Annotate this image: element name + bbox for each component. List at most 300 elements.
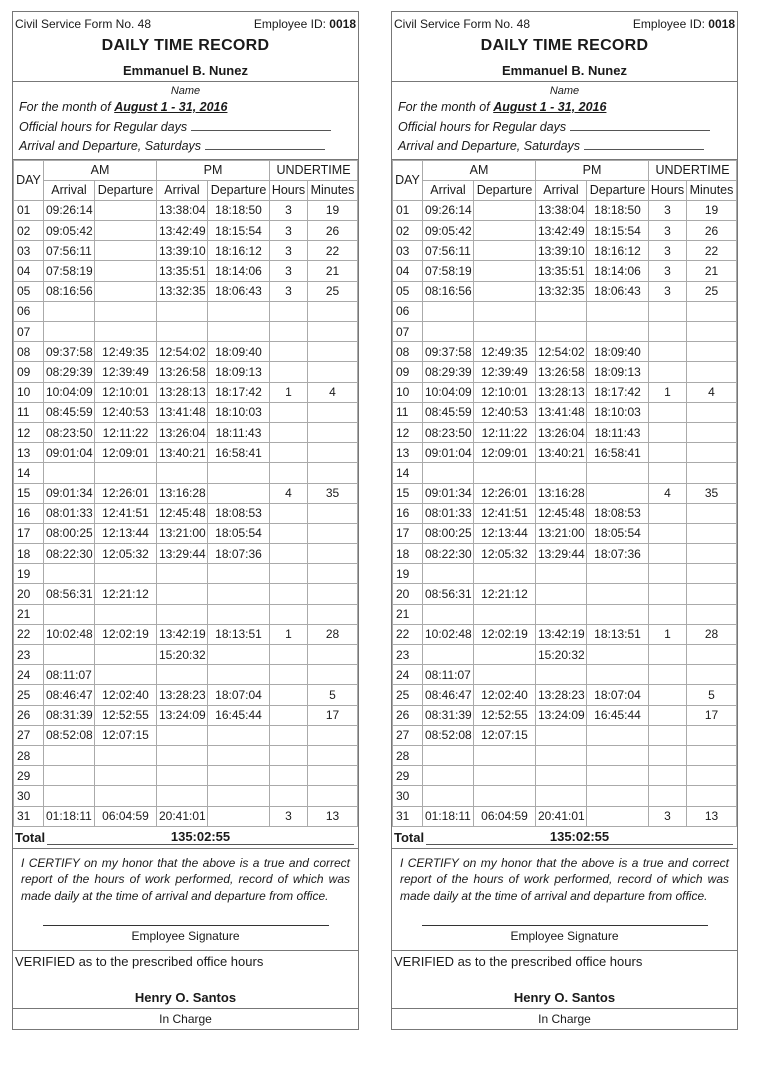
pm-arrival-cell: 15:20:32 [157,645,208,665]
pm-arrival-cell: 12:54:02 [157,342,208,362]
am-arrival-cell: 08:45:59 [44,402,95,422]
am-arrival-cell [44,322,95,342]
dtr-form-copy-1 [12,11,359,1030]
undertime-minutes-cell [687,665,737,685]
undertime-minutes-cell [308,544,358,564]
form-header [392,12,737,32]
day-cell: 02 [393,221,423,241]
table-row [14,745,358,765]
pm-departure-cell [208,564,270,584]
table-row [14,402,358,422]
undertime-minutes-cell: 4 [308,382,358,402]
undertime-minutes-cell: 17 [687,705,737,725]
table-row [393,725,737,745]
am-departure-cell [474,665,536,685]
undertime-hours-cell [649,584,687,604]
undertime-minutes-cell [687,745,737,765]
am-departure-cell: 12:10:01 [474,382,536,402]
am-departure-cell [474,766,536,786]
pm-arrival-cell: 13:24:09 [157,705,208,725]
employee-id-value: 0018 [329,17,356,31]
pm-departure-cell [587,645,649,665]
undertime-minutes-cell [687,604,737,624]
am-arrival-cell [423,645,474,665]
am-departure-cell [95,786,157,806]
pm-arrival-cell [157,584,208,604]
pm-departure-cell: 18:11:43 [587,422,649,442]
pm-arrival-cell [157,745,208,765]
day-cell: 12 [14,422,44,442]
undertime-hours-cell [649,322,687,342]
employee-id-value: 0018 [708,17,735,31]
day-cell: 06 [14,301,44,321]
day-cell: 28 [14,745,44,765]
am-departure-cell: 12:41:51 [474,503,536,523]
am-arrival-cell [44,301,95,321]
header-am-departure: Departure [95,180,157,200]
day-cell: 31 [14,806,44,826]
undertime-hours-cell [270,422,308,442]
pm-arrival-cell: 13:35:51 [536,261,587,281]
table-row [393,362,737,382]
pm-departure-cell: 18:10:03 [208,402,270,422]
pm-departure-cell: 18:15:54 [208,221,270,241]
employee-id: Employee ID: 0018 [253,17,356,31]
undertime-minutes-cell [308,463,358,483]
undertime-hours-cell [649,402,687,422]
day-cell: 14 [14,463,44,483]
pm-departure-cell: 18:05:54 [208,523,270,543]
table-row [14,503,358,523]
undertime-hours-cell: 3 [649,261,687,281]
am-departure-cell: 12:07:15 [474,725,536,745]
certification-text: I CERTIFY on my honor that the above is a true and correct report of the hours of work performed, record of which was made daily at the time of arrival and departure from office. [21,855,350,903]
day-cell: 21 [14,604,44,624]
am-departure-cell [95,200,157,220]
certification-text: I CERTIFY on my honor that the above is a true and correct report of the hours of work performed, record of which was made daily at the time of arrival and departure from office. [400,855,729,903]
table-row [393,745,737,765]
pm-departure-cell [208,786,270,806]
table-row [14,523,358,543]
table-body [14,200,358,826]
undertime-minutes-cell [308,443,358,463]
pm-departure-cell: 18:13:51 [208,624,270,644]
undertime-minutes-cell: 25 [687,281,737,301]
pm-departure-cell [587,604,649,624]
am-departure-cell [474,745,536,765]
am-departure-cell: 12:26:01 [474,483,536,503]
info-block [13,84,358,160]
pm-departure-cell [208,604,270,624]
pm-departure-cell [208,584,270,604]
undertime-minutes-cell [308,645,358,665]
undertime-minutes-cell [308,564,358,584]
pm-departure-cell: 18:16:12 [587,241,649,261]
day-cell: 19 [14,564,44,584]
pm-departure-cell [587,322,649,342]
am-departure-cell [474,463,536,483]
undertime-hours-cell [649,342,687,362]
pm-departure-cell [208,322,270,342]
undertime-hours-cell [270,604,308,624]
undertime-hours-cell [270,745,308,765]
day-cell: 17 [393,523,423,543]
am-arrival-cell [423,786,474,806]
am-arrival-cell: 09:05:42 [44,221,95,241]
pm-departure-cell [208,745,270,765]
am-arrival-cell [44,564,95,584]
day-cell: 15 [393,483,423,503]
pm-departure-cell [208,725,270,745]
undertime-minutes-cell [308,342,358,362]
am-departure-cell: 12:40:53 [95,402,157,422]
verified-text: VERIFIED as to the prescribed office hours [15,953,264,969]
table-row [14,685,358,705]
pm-arrival-cell: 13:26:58 [536,362,587,382]
am-departure-cell: 12:02:19 [95,624,157,644]
table-row [393,261,737,281]
pm-arrival-cell: 12:45:48 [157,503,208,523]
am-departure-cell: 12:09:01 [95,443,157,463]
table-row [14,786,358,806]
am-departure-cell [95,463,157,483]
pm-arrival-cell [536,584,587,604]
pm-departure-cell: 18:14:06 [208,261,270,281]
day-cell: 23 [14,645,44,665]
employee-id: Employee ID: 0018 [632,17,735,31]
pm-departure-cell: 18:13:51 [587,624,649,644]
saturday-blank [584,137,704,150]
table-row [393,382,737,402]
day-cell: 10 [393,382,423,402]
am-arrival-cell: 09:37:58 [44,342,95,362]
undertime-minutes-cell: 35 [308,483,358,503]
undertime-minutes-cell [308,766,358,786]
undertime-hours-cell [649,422,687,442]
am-departure-cell [474,281,536,301]
pm-arrival-cell: 13:40:21 [536,443,587,463]
day-cell: 20 [14,584,44,604]
day-cell: 05 [393,281,423,301]
table-row [393,564,737,584]
pm-arrival-cell: 13:28:23 [536,685,587,705]
am-arrival-cell: 08:16:56 [423,281,474,301]
table-row [393,685,737,705]
official-hours-blank [191,118,331,131]
am-departure-cell [95,766,157,786]
am-arrival-cell: 08:00:25 [423,523,474,543]
pm-arrival-cell: 13:41:48 [157,402,208,422]
day-cell: 11 [14,402,44,422]
pm-departure-cell: 18:06:43 [587,281,649,301]
am-departure-cell [474,564,536,584]
am-departure-cell: 12:39:49 [474,362,536,382]
day-cell: 16 [393,503,423,523]
undertime-minutes-cell [687,786,737,806]
pm-arrival-cell: 13:42:49 [536,221,587,241]
header-day: DAY [14,160,44,200]
am-arrival-cell: 08:29:39 [423,362,474,382]
day-cell: 24 [14,665,44,685]
table-row [14,806,358,826]
am-arrival-cell: 08:23:50 [44,422,95,442]
day-cell: 13 [393,443,423,463]
pm-arrival-cell: 13:38:04 [157,200,208,220]
pm-departure-cell: 18:09:40 [587,342,649,362]
pm-departure-cell: 18:08:53 [208,503,270,523]
undertime-minutes-cell [308,422,358,442]
pm-departure-cell [587,665,649,685]
day-cell: 25 [393,685,423,705]
undertime-hours-cell [649,443,687,463]
day-cell: 01 [393,200,423,220]
pm-departure-cell [208,766,270,786]
undertime-minutes-cell: 4 [687,382,737,402]
pm-departure-cell: 16:45:44 [587,705,649,725]
name-caption: Name [549,85,580,97]
am-arrival-cell: 09:01:34 [44,483,95,503]
am-arrival-cell: 08:46:47 [423,685,474,705]
table-row [14,281,358,301]
pm-departure-cell: 16:58:41 [208,443,270,463]
total-row [392,827,737,849]
undertime-minutes-cell: 21 [308,261,358,281]
am-arrival-cell: 08:01:33 [44,503,95,523]
table-row [14,624,358,644]
am-arrival-cell: 08:23:50 [423,422,474,442]
am-departure-cell: 06:04:59 [474,806,536,826]
table-row [14,241,358,261]
pm-departure-cell [208,483,270,503]
table-row [14,645,358,665]
undertime-hours-cell [649,564,687,584]
table-row [14,725,358,745]
pm-arrival-cell [157,665,208,685]
am-departure-cell: 12:05:32 [95,544,157,564]
am-departure-cell [474,645,536,665]
am-arrival-cell: 07:56:11 [44,241,95,261]
am-arrival-cell: 10:02:48 [44,624,95,644]
pm-arrival-cell [536,301,587,321]
pm-departure-cell: 18:14:06 [587,261,649,281]
undertime-hours-cell [270,402,308,422]
table-row [393,523,737,543]
am-departure-cell: 12:02:19 [474,624,536,644]
undertime-hours-cell: 1 [270,382,308,402]
pm-arrival-cell: 13:42:49 [157,221,208,241]
header-hours: Hours [649,180,687,200]
pm-arrival-cell: 13:41:48 [536,402,587,422]
undertime-hours-cell [649,604,687,624]
table-row [14,342,358,362]
day-cell: 30 [393,786,423,806]
undertime-minutes-cell [308,322,358,342]
day-cell: 06 [393,301,423,321]
am-departure-cell: 12:21:12 [95,584,157,604]
am-departure-cell: 12:13:44 [474,523,536,543]
am-departure-cell [95,221,157,241]
am-arrival-cell: 09:01:34 [423,483,474,503]
table-row [393,806,737,826]
verified-text: VERIFIED as to the prescribed office hours [394,953,643,969]
am-arrival-cell: 08:52:08 [44,725,95,745]
am-departure-cell: 12:13:44 [95,523,157,543]
pm-arrival-cell [157,786,208,806]
undertime-hours-cell: 3 [270,241,308,261]
header-hours: Hours [270,180,308,200]
table-row [14,705,358,725]
undertime-hours-cell [649,301,687,321]
day-cell: 26 [393,705,423,725]
day-cell: 21 [393,604,423,624]
table-row [14,483,358,503]
header-am-arrival: Arrival [44,180,95,200]
table-row [393,402,737,422]
undertime-minutes-cell [687,322,737,342]
header-pm: PM [157,160,270,180]
undertime-minutes-cell [687,503,737,523]
table-row [14,463,358,483]
pm-departure-cell [208,806,270,826]
am-departure-cell [95,261,157,281]
undertime-hours-cell: 4 [270,483,308,503]
am-arrival-cell: 08:56:31 [423,584,474,604]
pm-departure-cell: 16:58:41 [587,443,649,463]
table-row [14,301,358,321]
day-cell: 30 [14,786,44,806]
pm-departure-cell [208,665,270,685]
header-am: AM [44,160,157,180]
pm-departure-cell [587,301,649,321]
undertime-hours-cell [270,301,308,321]
table-row [393,322,737,342]
total-label: Total [394,829,425,845]
undertime-hours-cell [270,564,308,584]
table-row [393,342,737,362]
undertime-minutes-cell: 22 [308,241,358,261]
pm-departure-cell: 18:18:50 [208,200,270,220]
table-row [393,241,737,261]
header-pm-departure: Departure [587,180,649,200]
month-value: August 1 - 31, 2016 [114,100,228,114]
am-departure-cell: 12:09:01 [474,443,536,463]
undertime-minutes-cell [308,665,358,685]
pm-departure-cell: 18:05:54 [587,523,649,543]
table-row [393,443,737,463]
table-row [393,200,737,220]
am-arrival-cell: 09:26:14 [423,200,474,220]
table-row [14,564,358,584]
table-row [393,281,737,301]
pm-arrival-cell: 13:42:19 [536,624,587,644]
pm-arrival-cell: 13:32:35 [157,281,208,301]
undertime-hours-cell [649,786,687,806]
pm-arrival-cell: 13:21:00 [536,523,587,543]
in-charge-name: Henry O. Santos [392,988,737,1009]
form-header [13,12,358,32]
day-cell: 20 [393,584,423,604]
am-arrival-cell [44,786,95,806]
undertime-minutes-cell [687,443,737,463]
am-arrival-cell: 07:56:11 [423,241,474,261]
pm-departure-cell: 18:07:36 [208,544,270,564]
header-am: AM [423,160,536,180]
undertime-hours-cell [649,725,687,745]
table-row [393,221,737,241]
table-row [393,544,737,564]
am-departure-cell: 12:07:15 [95,725,157,745]
table-row [393,422,737,442]
header-minutes: Minutes [308,180,358,200]
pm-departure-cell [587,564,649,584]
form-number: Civil Service Form No. 48 [394,17,531,31]
pm-departure-cell: 18:07:04 [587,685,649,705]
employee-signature-caption: Employee Signature [392,926,737,951]
total-label: Total [15,829,46,845]
am-arrival-cell: 07:58:19 [423,261,474,281]
pm-arrival-cell [536,786,587,806]
pm-departure-cell [208,645,270,665]
pm-arrival-cell [157,301,208,321]
undertime-minutes-cell: 19 [687,200,737,220]
pm-departure-cell [587,463,649,483]
am-departure-cell [95,645,157,665]
pm-arrival-cell: 13:16:28 [157,483,208,503]
pm-arrival-cell [157,564,208,584]
table-row [14,362,358,382]
undertime-minutes-cell: 26 [308,221,358,241]
pm-departure-cell: 18:10:03 [587,402,649,422]
pm-arrival-cell: 13:40:21 [157,443,208,463]
undertime-hours-cell [649,766,687,786]
am-arrival-cell: 09:01:04 [44,443,95,463]
pm-departure-cell: 18:17:42 [587,382,649,402]
table-row [14,443,358,463]
day-cell: 14 [393,463,423,483]
undertime-hours-cell [649,523,687,543]
header-am-arrival: Arrival [423,180,474,200]
undertime-minutes-cell [687,402,737,422]
table-row [393,645,737,665]
pm-arrival-cell: 13:28:13 [536,382,587,402]
undertime-hours-cell [270,322,308,342]
am-departure-cell [474,301,536,321]
undertime-minutes-cell: 26 [687,221,737,241]
day-cell: 12 [393,422,423,442]
pm-arrival-cell [157,725,208,745]
undertime-minutes-cell: 5 [687,685,737,705]
am-arrival-cell: 10:02:48 [423,624,474,644]
pm-departure-cell [587,806,649,826]
in-charge-caption: In Charge [159,1011,212,1026]
pm-arrival-cell: 12:54:02 [536,342,587,362]
day-cell: 22 [14,624,44,644]
pm-arrival-cell: 13:29:44 [157,544,208,564]
day-cell: 26 [14,705,44,725]
undertime-minutes-cell [687,362,737,382]
am-arrival-cell [423,463,474,483]
pm-arrival-cell: 12:45:48 [536,503,587,523]
pm-arrival-cell: 13:21:00 [157,523,208,543]
am-departure-cell: 12:02:40 [95,685,157,705]
table-row [14,766,358,786]
am-departure-cell: 12:11:22 [474,422,536,442]
am-arrival-cell: 08:31:39 [44,705,95,725]
table-row [14,584,358,604]
pm-arrival-cell: 15:20:32 [536,645,587,665]
am-arrival-cell: 09:37:58 [423,342,474,362]
undertime-minutes-cell [308,362,358,382]
